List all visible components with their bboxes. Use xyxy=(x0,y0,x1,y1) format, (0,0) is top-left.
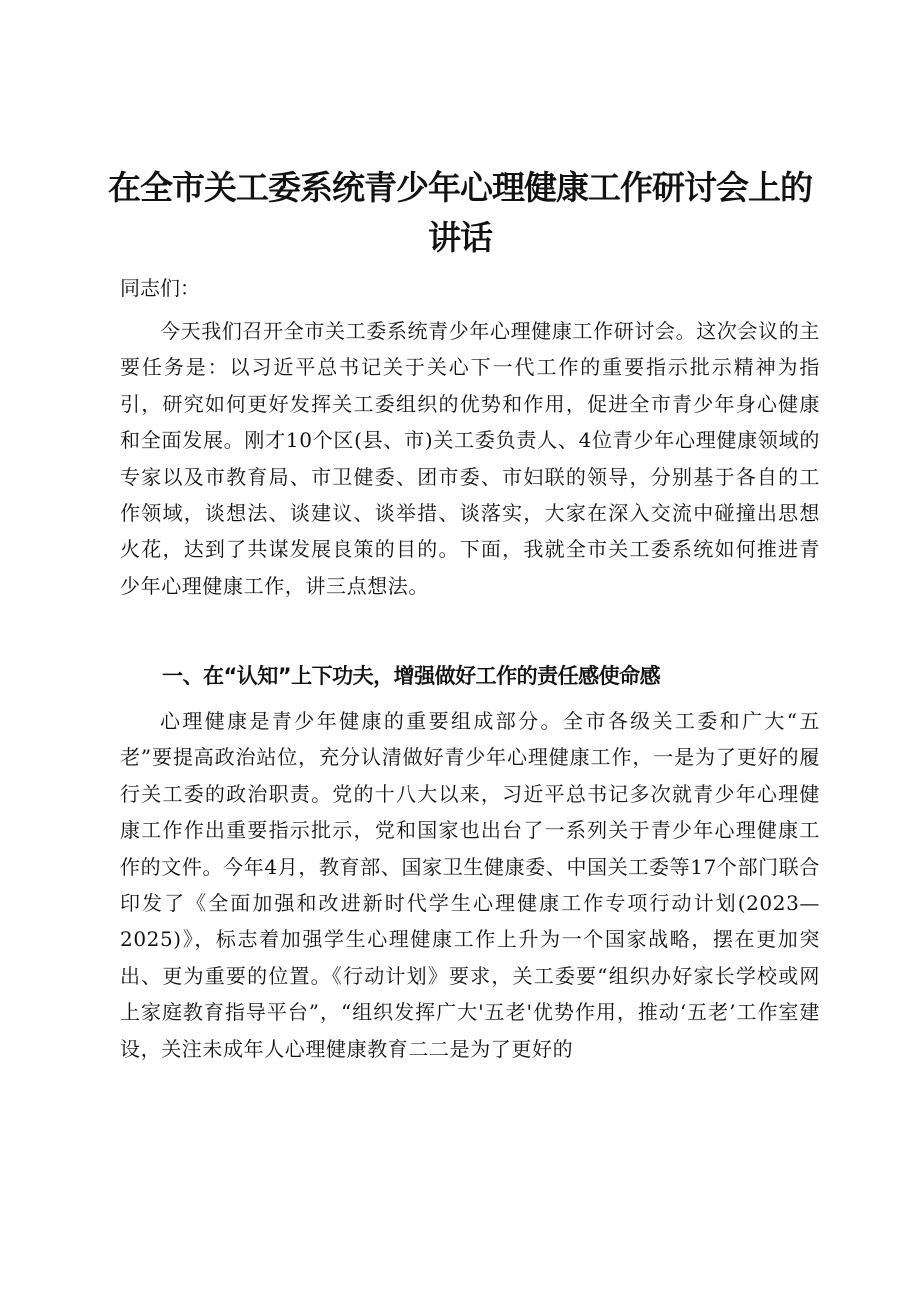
salutation: 同志们： xyxy=(120,276,200,300)
paragraph-intro: 今天我们召开全市关工委系统青少年心理健康工作研讨会。这次会议的主要任务是：以习近平总书记关于关心下一代工作的重要指示批示精神为指引，研究如何更好发挥关工委组织的优势和作用，促进全市青少年身心健康和全面发展。刚才10个区(县、市)关工委负责人、4位青少年心理健康领域的专家以及市教育局、市卫健委、团市委、市妇联的领导，分别基于各自的工作领域，谈想法、谈建议、谈举措、谈落实，大家在深入交流中碰撞出思想火花，达到了共谋发展良策的目的。下面，我就全市关工委系统如何推进青少年心理健康工作，讲三点想法。 xyxy=(120,319,820,598)
paragraph-section-1: 心理健康是青少年健康的重要组成部分。全市各级关工委和广大“五老”要提高政治站位，充分认清做好青少年心理健康工作，一是为了更好的履行关工委的政治职责。党的十八大以来，习近平总书记多次就青少年心理健康工作作出重要指示批示，党和国家也出台了一系列关于青少年心理健康工作的文件。今年4月，教育部、国家卫生健康委、中国关工委等17个部门联合印发了《全面加强和改进新时代学生心理健康工作专项行动计划(2023—2025)》，标志着加强学生心理健康工作上升为一个国家战略，摆在更加突出、更为重要的位置。《行动计划》要求，关工委要“组织办好家长学校或网上家庭教育指导平台”，“组织发挥广大'五老'优势作用，推动‘五老’工作室建设，关注未成年人心理健康教育二二是为了更好的 xyxy=(120,709,820,1061)
section-heading-1: 一、在“认知”上下功夫，增强做好工作的责任感使命感 xyxy=(162,664,661,688)
document-title: 在全市关工委系统青少年心理健康工作研讨会上的讲话 xyxy=(108,168,812,257)
